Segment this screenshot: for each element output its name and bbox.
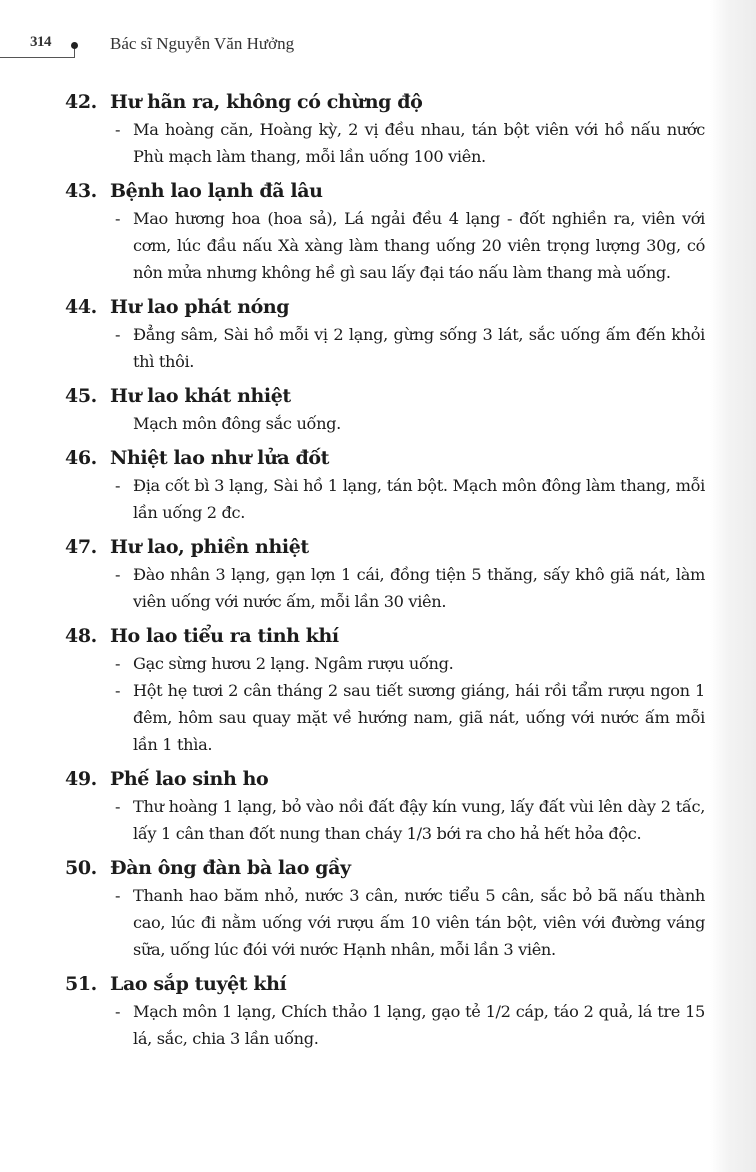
header-bullet-icon <box>71 42 78 49</box>
entry-title: Nhiệt lao như lửa đốt <box>110 447 330 469</box>
entry-number: 43. <box>65 180 97 202</box>
entry-heading <box>65 88 705 116</box>
item-text: Gạc sừng hươu 2 lạng. Ngâm rượu uống. <box>133 654 454 673</box>
page-edge-shadow <box>710 0 756 1172</box>
entry-heading <box>65 854 705 882</box>
list-item <box>65 677 705 758</box>
entry-title: Hư lao phát nóng <box>110 296 290 318</box>
page-number: 314 <box>30 34 51 50</box>
entry-title: Phế lao sinh ho <box>110 768 269 790</box>
entry-number: 46. <box>65 447 97 469</box>
entry-heading <box>65 177 705 205</box>
page-content <box>65 88 705 1059</box>
dash-bullet-icon: - <box>115 886 121 905</box>
entry-heading <box>65 444 705 472</box>
list-item <box>65 561 705 615</box>
dash-bullet-icon: - <box>115 120 121 139</box>
item-text: Mạch môn 1 lạng, Chích thảo 1 lạng, gạo tẻ 1/2 cáp, táo 2 quả, lá tre 15 lá, sắc, chia 3 lần uống. <box>133 1002 705 1048</box>
entry-title: Lao sắp tuyệt khí <box>110 973 287 995</box>
entry-51 <box>65 970 705 1052</box>
dash-bullet-icon: - <box>115 325 121 344</box>
page-header <box>0 32 400 62</box>
entry-title: Ho lao tiểu ra tinh khí <box>110 625 339 647</box>
dash-bullet-icon: - <box>115 681 121 700</box>
list-item <box>65 205 705 286</box>
entry-heading <box>65 382 705 410</box>
list-item <box>65 650 705 677</box>
item-text: Thư hoàng 1 lạng, bỏ vào nồi đất đậy kín vung, lấy đất vùi lên dày 2 tấc, lấy 1 cân than đốt nung than cháy 1/3 bới ra cho hả hết hỏa độc. <box>133 797 705 843</box>
entry-title: Hư lao, phiền nhiệt <box>110 536 309 558</box>
dash-bullet-icon: - <box>115 1002 121 1021</box>
entry-48 <box>65 622 705 758</box>
entry-49 <box>65 765 705 847</box>
item-text: Đào nhân 3 lạng, gạn lợn 1 cái, đồng tiện 5 thăng, sấy khô giã nát, làm viên uống với nước ấm, mỗi lần 30 viên. <box>133 565 705 611</box>
entry-title: Hư hãn ra, không có chừng độ <box>110 91 423 113</box>
entry-title: Bệnh lao lạnh đã lâu <box>110 180 323 202</box>
list-item <box>65 998 705 1052</box>
item-text: Thanh hao băm nhỏ, nước 3 cân, nước tiểu 5 cân, sắc bỏ bã nấu thành cao, lúc đi nằm uống với rượu ấm 10 viên tán bột, viên với đường váng sữa, uống lúc đói với nước Hạnh nhân, mỗi lần 3 viên. <box>133 886 705 959</box>
item-text: Địa cốt bì 3 lạng, Sài hồ 1 lạng, tán bột. Mạch môn đông làm thang, mỗi lần uống 2 đc. <box>133 476 705 522</box>
entry-number: 49. <box>65 768 97 790</box>
dash-bullet-icon: - <box>115 476 121 495</box>
list-item <box>65 472 705 526</box>
entry-number: 48. <box>65 625 97 647</box>
plain-text: Mạch môn đông sắc uống. <box>133 414 341 433</box>
entry-number: 51. <box>65 973 97 995</box>
entry-heading <box>65 970 705 998</box>
entry-number: 44. <box>65 296 97 318</box>
entry-number: 47. <box>65 536 97 558</box>
item-text: Hột hẹ tươi 2 cân tháng 2 sau tiết sương giáng, hái rồi tẩm rượu ngon 1 đêm, hôm sau quay mặt về hướng nam, giã nát, uống với nước ấm mỗi lần 1 thìa. <box>133 681 705 754</box>
entry-number: 42. <box>65 91 97 113</box>
entry-42 <box>65 88 705 170</box>
entry-number: 50. <box>65 857 97 879</box>
entry-heading <box>65 622 705 650</box>
entry-43 <box>65 177 705 286</box>
item-text: Đẳng sâm, Sài hồ mỗi vị 2 lạng, gừng sống 3 lát, sắc uống ấm đến khỏi thì thôi. <box>133 325 705 371</box>
item-text: Mao hương hoa (hoa sả), Lá ngải đều 4 lạng - đốt nghiền ra, viên với cơm, lúc đầu nấu Xà xàng làm thang uống 20 viên trọng lượng 30g, có nôn mửa nhưng không hề gì sau lấy đại táo nấu làm thang mà uống. <box>133 209 705 282</box>
entry-44 <box>65 293 705 375</box>
entry-heading <box>65 293 705 321</box>
list-item <box>65 793 705 847</box>
dash-bullet-icon: - <box>115 209 121 228</box>
list-item <box>65 882 705 963</box>
dash-bullet-icon: - <box>115 654 121 673</box>
dash-bullet-icon: - <box>115 797 121 816</box>
list-item <box>65 321 705 375</box>
running-title: Bác sĩ Nguyễn Văn Hưởng <box>110 34 295 53</box>
header-rule <box>0 57 75 58</box>
entry-heading <box>65 765 705 793</box>
entry-number: 45. <box>65 385 97 407</box>
item-text: Ma hoàng căn, Hoàng kỳ, 2 vị đều nhau, tán bột viên với hồ nấu nước Phù mạch làm thang, mỗi lần uống 100 viên. <box>133 120 705 166</box>
entry-47 <box>65 533 705 615</box>
dash-bullet-icon: - <box>115 565 121 584</box>
entry-45 <box>65 382 705 437</box>
entry-title: Hư lao khát nhiệt <box>110 385 291 407</box>
entry-50 <box>65 854 705 963</box>
entry-heading <box>65 533 705 561</box>
entry-46 <box>65 444 705 526</box>
list-item <box>65 116 705 170</box>
entry-title: Đàn ông đàn bà lao gầy <box>110 857 351 879</box>
